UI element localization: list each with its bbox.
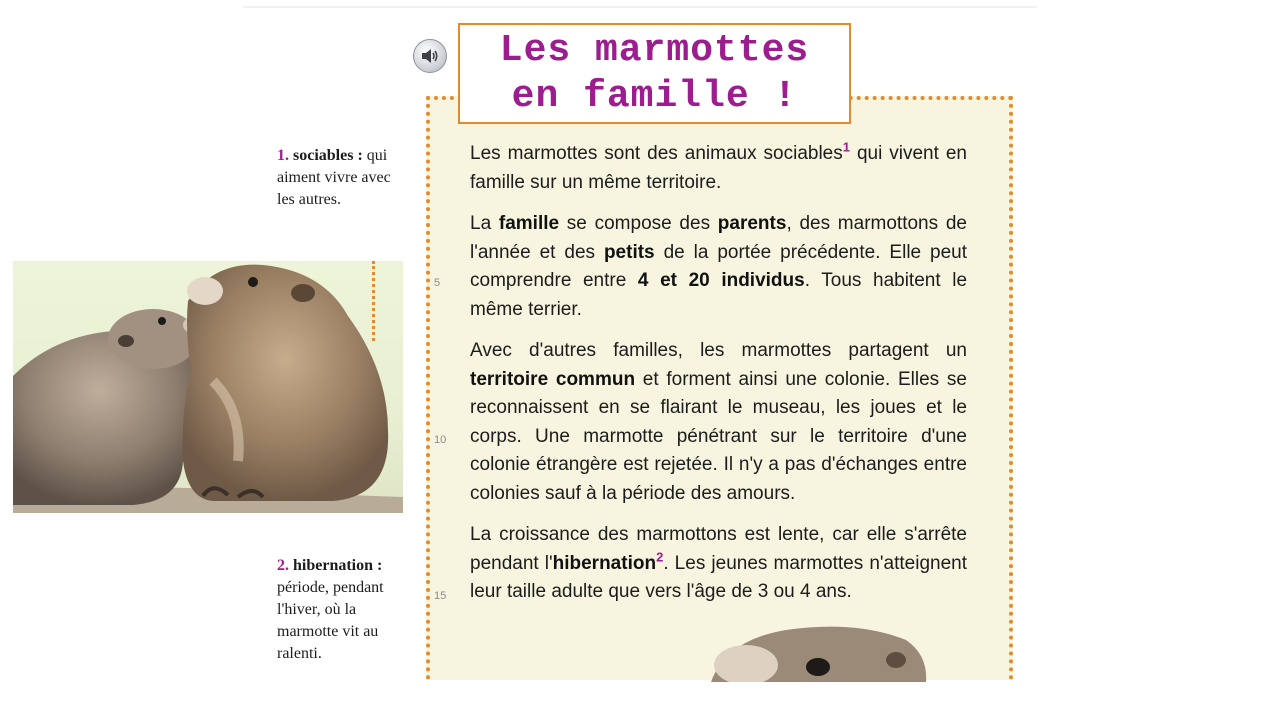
gloss-definition: période, pendant l'hiver, où la marmotte vit au ralenti. bbox=[277, 579, 384, 662]
footnote-ref-1[interactable]: 1 bbox=[842, 139, 850, 155]
keyword-territoire: territoire commun bbox=[470, 368, 636, 390]
title-line-2: en famille ! bbox=[511, 74, 798, 118]
p4-text-2: . Les jeunes marmottes n'atteignent leur taille adulte que vers l'âge de 3 ou 4 ans. bbox=[470, 552, 967, 602]
keyword-hibernation: hibernation bbox=[552, 552, 657, 574]
line-number: 5 bbox=[434, 277, 441, 289]
gloss-term: hibernation : bbox=[293, 557, 383, 574]
p4-text: La croissance des marmottons est lente, car elle s'arrête pendant l' bbox=[470, 524, 967, 574]
p2-text-3: , des marmottons de l'année et des bbox=[470, 213, 967, 263]
keyword-famille: famille bbox=[498, 213, 560, 234]
keyword-parents: parents bbox=[717, 213, 787, 234]
p3-text: Avec d'autres familles, les marmottes partagent un bbox=[470, 340, 967, 361]
page-title bbox=[500, 28, 809, 120]
audio-button[interactable] bbox=[413, 39, 447, 73]
gloss-sociables bbox=[277, 145, 402, 211]
p2-text-5: . Tous habitent le même terrier. bbox=[470, 270, 968, 320]
gloss-hibernation bbox=[277, 555, 402, 665]
p3-text-2: et forment ainsi une colonie. Elles se reconnaissent en se flairant le museau, les joues et le corps. Une marmotte pénétrant sur le territoire d'une colonie étrangère est rejetée. Il n'y a pas d'échanges entre colonies sauf à la période des amours. bbox=[470, 368, 967, 504]
top-rule bbox=[243, 6, 1037, 8]
peeking-marmot-photo bbox=[706, 620, 936, 682]
title-line-1: Les marmottes bbox=[499, 28, 810, 72]
p2-text: La bbox=[470, 213, 499, 234]
speaker-icon bbox=[420, 47, 440, 65]
title-box bbox=[458, 23, 851, 124]
p2-text-4: de la portée précédente. Elle peut comprendre entre bbox=[470, 241, 968, 291]
peeking-marmot-illustration bbox=[706, 620, 936, 682]
paragraph-2 bbox=[470, 210, 967, 324]
marmots-photo bbox=[13, 261, 403, 513]
gloss-number: 1. bbox=[277, 147, 289, 164]
footnote-ref-2[interactable]: 2 bbox=[656, 549, 664, 565]
line-number: 15 bbox=[434, 590, 447, 602]
line-number: 10 bbox=[434, 434, 447, 446]
gloss-term: sociables : bbox=[293, 147, 363, 164]
p2-text-2: se compose des bbox=[559, 213, 718, 234]
p1-text-2: qui vivent en famille sur un même territoire. bbox=[470, 143, 967, 193]
paragraph-4 bbox=[470, 521, 967, 607]
marmots-illustration bbox=[13, 261, 403, 513]
p1-text: Les marmottes sont des animaux sociables bbox=[470, 143, 843, 164]
main-text bbox=[470, 140, 967, 620]
paragraph-3 bbox=[470, 337, 967, 508]
photo-frame-dots bbox=[372, 261, 375, 341]
gloss-definition: qui aiment vivre avec les autres. bbox=[277, 147, 391, 208]
paragraph-1 bbox=[470, 140, 967, 197]
keyword-individus: 4 et 20 individus bbox=[637, 270, 805, 291]
gloss-number: 2. bbox=[277, 557, 289, 574]
keyword-petits: petits bbox=[603, 241, 655, 263]
